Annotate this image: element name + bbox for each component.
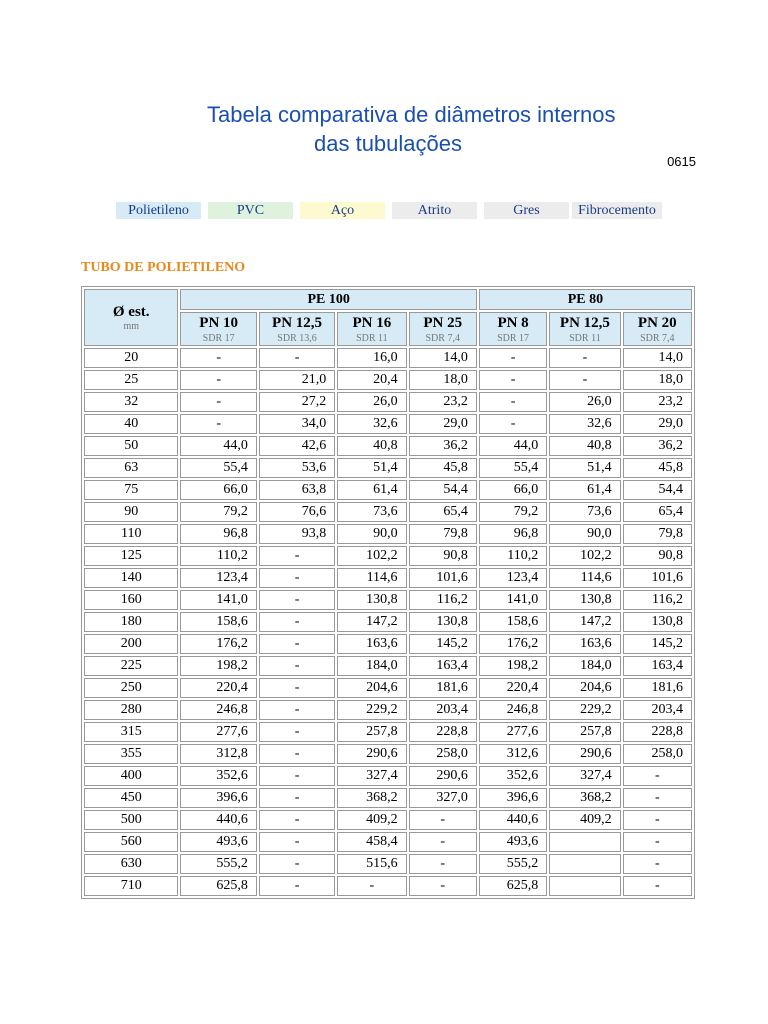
- diameter-cell: 710: [84, 876, 178, 896]
- diameter-cell: 75: [84, 480, 178, 500]
- value-cell: 114,6: [337, 568, 406, 588]
- value-cell: 102,2: [549, 546, 620, 566]
- diameter-cell: 250: [84, 678, 178, 698]
- diameter-cell: 90: [84, 502, 178, 522]
- value-cell: 176,2: [479, 634, 547, 654]
- value-cell: 204,6: [549, 678, 620, 698]
- value-cell: 79,2: [479, 502, 547, 522]
- value-cell: 141,0: [180, 590, 256, 610]
- value-cell: 18,0: [409, 370, 477, 390]
- value-cell: -: [259, 832, 335, 852]
- value-cell: 93,8: [259, 524, 335, 544]
- group-header-pe100: PE 100: [180, 289, 476, 310]
- sdr-label: SDR 11: [356, 333, 388, 344]
- diameter-cell: 40: [84, 414, 178, 434]
- value-cell: 29,0: [623, 414, 692, 434]
- value-cell: -: [623, 854, 692, 874]
- value-cell: 96,8: [180, 524, 256, 544]
- pn-label: PN 20: [637, 315, 677, 331]
- value-cell: -: [479, 348, 547, 368]
- pn-header: [337, 312, 406, 346]
- table-row: [84, 568, 692, 588]
- value-cell: -: [180, 370, 256, 390]
- value-cell: 625,8: [180, 876, 256, 896]
- value-cell: 277,6: [479, 722, 547, 742]
- nav-link-atrito[interactable]: Atrito: [392, 202, 477, 219]
- value-cell: 458,4: [337, 832, 406, 852]
- value-cell: 79,8: [409, 524, 477, 544]
- value-cell: 141,0: [479, 590, 547, 610]
- diameter-cell: 560: [84, 832, 178, 852]
- table-row: [84, 458, 692, 478]
- diameter-cell: 20: [84, 348, 178, 368]
- table-row: [84, 414, 692, 434]
- sdr-label: SDR 17: [497, 333, 530, 344]
- value-cell: 440,6: [180, 810, 256, 830]
- value-cell: 40,8: [337, 436, 406, 456]
- table-row: [84, 370, 692, 390]
- value-cell: 96,8: [479, 524, 547, 544]
- value-cell: 18,0: [623, 370, 692, 390]
- value-cell: 66,0: [180, 480, 256, 500]
- value-cell: 51,4: [337, 458, 406, 478]
- value-cell: 396,6: [479, 788, 547, 808]
- value-cell: 45,8: [623, 458, 692, 478]
- value-cell: 493,6: [479, 832, 547, 852]
- sdr-label: SDR 11: [569, 333, 601, 344]
- table-row: [84, 546, 692, 566]
- value-cell: -: [623, 788, 692, 808]
- value-cell: 181,6: [409, 678, 477, 698]
- value-cell: 368,2: [337, 788, 406, 808]
- diameter-cell: 110: [84, 524, 178, 544]
- value-cell: 409,2: [549, 810, 620, 830]
- value-cell: 55,4: [479, 458, 547, 478]
- value-cell: -: [549, 348, 620, 368]
- diameter-cell: 200: [84, 634, 178, 654]
- table-row: [84, 392, 692, 412]
- value-cell: 493,6: [180, 832, 256, 852]
- pn-header: [259, 312, 335, 346]
- page-title-line-1: Tabela comparativa de diâmetros internos: [207, 102, 616, 127]
- sdr-label: SDR 17: [202, 333, 235, 344]
- value-cell: 76,6: [259, 502, 335, 522]
- value-cell: -: [479, 414, 547, 434]
- value-cell: 20,4: [337, 370, 406, 390]
- value-cell: 66,0: [479, 480, 547, 500]
- value-cell: 36,2: [623, 436, 692, 456]
- value-cell: 21,0: [259, 370, 335, 390]
- value-cell: -: [549, 370, 620, 390]
- value-cell: 258,0: [623, 744, 692, 764]
- value-cell: 555,2: [479, 854, 547, 874]
- value-cell: 90,8: [623, 546, 692, 566]
- value-cell: 114,6: [549, 568, 620, 588]
- value-cell: 101,6: [409, 568, 477, 588]
- value-cell: 625,8: [479, 876, 547, 896]
- value-cell: 102,2: [337, 546, 406, 566]
- sdr-label: SDR 7,4: [425, 333, 460, 344]
- table-row: [84, 678, 692, 698]
- value-cell: 515,6: [337, 854, 406, 874]
- value-cell: 163,6: [549, 634, 620, 654]
- pn-label: PN 12,5: [272, 315, 323, 331]
- value-cell: 110,2: [479, 546, 547, 566]
- table-row: [84, 436, 692, 456]
- value-cell: 123,4: [479, 568, 547, 588]
- value-cell: 32,6: [337, 414, 406, 434]
- value-cell: 116,2: [623, 590, 692, 610]
- diameter-unit: mm: [123, 320, 140, 332]
- value-cell: 184,0: [549, 656, 620, 676]
- value-cell: 246,8: [479, 700, 547, 720]
- group-header-pe80: PE 80: [479, 289, 692, 310]
- value-cell: 163,4: [409, 656, 477, 676]
- value-cell: 79,2: [180, 502, 256, 522]
- diameter-cell: 32: [84, 392, 178, 412]
- page-code: 0615: [667, 154, 696, 169]
- value-cell: -: [259, 568, 335, 588]
- value-cell: 409,2: [337, 810, 406, 830]
- value-cell: 204,6: [337, 678, 406, 698]
- value-cell: 32,6: [549, 414, 620, 434]
- table-row: [84, 480, 692, 500]
- nav-link-aco[interactable]: Aço: [300, 202, 385, 219]
- value-cell: [549, 832, 620, 852]
- value-cell: 258,0: [409, 744, 477, 764]
- value-cell: 123,4: [180, 568, 256, 588]
- value-cell: 198,2: [180, 656, 256, 676]
- pn-label: PN 16: [352, 315, 392, 331]
- value-cell: 116,2: [409, 590, 477, 610]
- value-cell: 54,4: [409, 480, 477, 500]
- value-cell: 130,8: [623, 612, 692, 632]
- table-row: [84, 722, 692, 742]
- value-cell: -: [259, 678, 335, 698]
- value-cell: 42,6: [259, 436, 335, 456]
- diameter-cell: 125: [84, 546, 178, 566]
- value-cell: 44,0: [479, 436, 547, 456]
- value-cell: -: [409, 832, 477, 852]
- value-cell: 53,6: [259, 458, 335, 478]
- table-row: [84, 612, 692, 632]
- pn-label: PN 25: [423, 315, 463, 331]
- value-cell: 198,2: [479, 656, 547, 676]
- value-cell: 61,4: [549, 480, 620, 500]
- value-cell: 327,0: [409, 788, 477, 808]
- table-row: [84, 524, 692, 544]
- value-cell: -: [409, 876, 477, 896]
- value-cell: -: [259, 744, 335, 764]
- value-cell: 27,2: [259, 392, 335, 412]
- value-cell: 90,8: [409, 546, 477, 566]
- table-row: [84, 348, 692, 368]
- value-cell: 368,2: [549, 788, 620, 808]
- nav-link-fibrocemento[interactable]: Fibrocemento: [572, 202, 662, 219]
- value-cell: 55,4: [180, 458, 256, 478]
- table-row: [84, 590, 692, 610]
- table-row: [84, 744, 692, 764]
- value-cell: 34,0: [259, 414, 335, 434]
- value-cell: -: [259, 700, 335, 720]
- value-cell: 45,8: [409, 458, 477, 478]
- value-cell: 90,0: [549, 524, 620, 544]
- diameter-header: [84, 289, 178, 346]
- pn-header: [180, 312, 256, 346]
- value-cell: 184,0: [337, 656, 406, 676]
- value-cell: 26,0: [337, 392, 406, 412]
- diameter-cell: 50: [84, 436, 178, 456]
- value-cell: -: [180, 392, 256, 412]
- value-cell: 327,4: [337, 766, 406, 786]
- value-cell: -: [180, 414, 256, 434]
- value-cell: -: [409, 854, 477, 874]
- value-cell: -: [259, 348, 335, 368]
- value-cell: 110,2: [180, 546, 256, 566]
- value-cell: 352,6: [479, 766, 547, 786]
- table-row: [84, 502, 692, 522]
- table-row: [84, 656, 692, 676]
- value-cell: 44,0: [180, 436, 256, 456]
- pn-label: PN 8: [497, 315, 529, 331]
- value-cell: 257,8: [549, 722, 620, 742]
- diameter-cell: 630: [84, 854, 178, 874]
- value-cell: 257,8: [337, 722, 406, 742]
- value-cell: 396,6: [180, 788, 256, 808]
- value-cell: 181,6: [623, 678, 692, 698]
- value-cell: 79,8: [623, 524, 692, 544]
- diameter-cell: 400: [84, 766, 178, 786]
- value-cell: 23,2: [409, 392, 477, 412]
- sdr-label: SDR 13,6: [277, 333, 317, 344]
- value-cell: 290,6: [409, 766, 477, 786]
- table-row: [84, 788, 692, 808]
- diameter-cell: 63: [84, 458, 178, 478]
- value-cell: [549, 876, 620, 896]
- value-cell: -: [259, 810, 335, 830]
- value-cell: 352,6: [180, 766, 256, 786]
- value-cell: 130,8: [337, 590, 406, 610]
- value-cell: -: [259, 612, 335, 632]
- value-cell: 203,4: [623, 700, 692, 720]
- pn-header: [549, 312, 620, 346]
- value-cell: 163,6: [337, 634, 406, 654]
- diameter-cell: 315: [84, 722, 178, 742]
- pn-header: [409, 312, 477, 346]
- value-cell: 130,8: [549, 590, 620, 610]
- value-cell: -: [259, 788, 335, 808]
- diameter-table: [81, 286, 695, 899]
- value-cell: 229,2: [337, 700, 406, 720]
- value-cell: 147,2: [337, 612, 406, 632]
- value-cell: 73,6: [337, 502, 406, 522]
- section-title: TUBO DE POLIETILENO: [81, 260, 246, 275]
- value-cell: 312,8: [180, 744, 256, 764]
- table-row: [84, 700, 692, 720]
- value-cell: 163,4: [623, 656, 692, 676]
- value-cell: 158,6: [180, 612, 256, 632]
- value-cell: 101,6: [623, 568, 692, 588]
- table-row: [84, 634, 692, 654]
- page-title-line-2: das tubulações: [314, 131, 462, 156]
- value-cell: -: [259, 854, 335, 874]
- value-cell: 220,4: [479, 678, 547, 698]
- value-cell: 147,2: [549, 612, 620, 632]
- diameter-cell: 140: [84, 568, 178, 588]
- diameter-cell: 280: [84, 700, 178, 720]
- value-cell: -: [623, 876, 692, 896]
- value-cell: -: [409, 810, 477, 830]
- value-cell: 73,6: [549, 502, 620, 522]
- value-cell: -: [479, 392, 547, 412]
- value-cell: 54,4: [623, 480, 692, 500]
- value-cell: [549, 854, 620, 874]
- table-row: [84, 810, 692, 830]
- value-cell: 36,2: [409, 436, 477, 456]
- diameter-cell: 500: [84, 810, 178, 830]
- table-row: [84, 832, 692, 852]
- value-cell: 23,2: [623, 392, 692, 412]
- value-cell: -: [259, 546, 335, 566]
- diameter-cell: 25: [84, 370, 178, 390]
- table-row: [84, 854, 692, 874]
- value-cell: 65,4: [623, 502, 692, 522]
- diameter-cell: 355: [84, 744, 178, 764]
- value-cell: 65,4: [409, 502, 477, 522]
- sdr-label: SDR 7,4: [640, 333, 675, 344]
- value-cell: 176,2: [180, 634, 256, 654]
- value-cell: -: [259, 722, 335, 742]
- value-cell: 26,0: [549, 392, 620, 412]
- value-cell: 90,0: [337, 524, 406, 544]
- value-cell: -: [623, 766, 692, 786]
- diameter-cell: 180: [84, 612, 178, 632]
- diameter-label: Ø est.: [112, 303, 150, 320]
- diameter-cell: 225: [84, 656, 178, 676]
- value-cell: 14,0: [409, 348, 477, 368]
- diameter-cell: 160: [84, 590, 178, 610]
- value-cell: -: [259, 590, 335, 610]
- pn-label: PN 10: [199, 315, 239, 331]
- value-cell: -: [337, 876, 406, 896]
- value-cell: -: [479, 370, 547, 390]
- value-cell: 145,2: [409, 634, 477, 654]
- value-cell: -: [623, 810, 692, 830]
- value-cell: 14,0: [623, 348, 692, 368]
- value-cell: 440,6: [479, 810, 547, 830]
- nav-link-pvc[interactable]: PVC: [208, 202, 293, 219]
- nav-link-polietileno[interactable]: Polietileno: [116, 202, 201, 219]
- value-cell: -: [259, 656, 335, 676]
- value-cell: -: [259, 634, 335, 654]
- value-cell: -: [180, 348, 256, 368]
- table-row: [84, 766, 692, 786]
- value-cell: -: [259, 766, 335, 786]
- pn-header: [479, 312, 547, 346]
- value-cell: 61,4: [337, 480, 406, 500]
- value-cell: 29,0: [409, 414, 477, 434]
- value-cell: 228,8: [409, 722, 477, 742]
- value-cell: 555,2: [180, 854, 256, 874]
- value-cell: 246,8: [180, 700, 256, 720]
- value-cell: 51,4: [549, 458, 620, 478]
- value-cell: -: [623, 832, 692, 852]
- value-cell: 290,6: [337, 744, 406, 764]
- value-cell: 327,4: [549, 766, 620, 786]
- diameter-cell: 450: [84, 788, 178, 808]
- value-cell: 40,8: [549, 436, 620, 456]
- table-row: [84, 876, 692, 896]
- value-cell: 63,8: [259, 480, 335, 500]
- value-cell: 312,6: [479, 744, 547, 764]
- value-cell: 228,8: [623, 722, 692, 742]
- value-cell: -: [259, 876, 335, 896]
- value-cell: 229,2: [549, 700, 620, 720]
- value-cell: 203,4: [409, 700, 477, 720]
- value-cell: 16,0: [337, 348, 406, 368]
- pn-header: [623, 312, 692, 346]
- pn-label: PN 12,5: [559, 315, 610, 331]
- value-cell: 130,8: [409, 612, 477, 632]
- value-cell: 220,4: [180, 678, 256, 698]
- value-cell: 158,6: [479, 612, 547, 632]
- nav-link-gres[interactable]: Gres: [484, 202, 569, 219]
- value-cell: 145,2: [623, 634, 692, 654]
- value-cell: 277,6: [180, 722, 256, 742]
- value-cell: 290,6: [549, 744, 620, 764]
